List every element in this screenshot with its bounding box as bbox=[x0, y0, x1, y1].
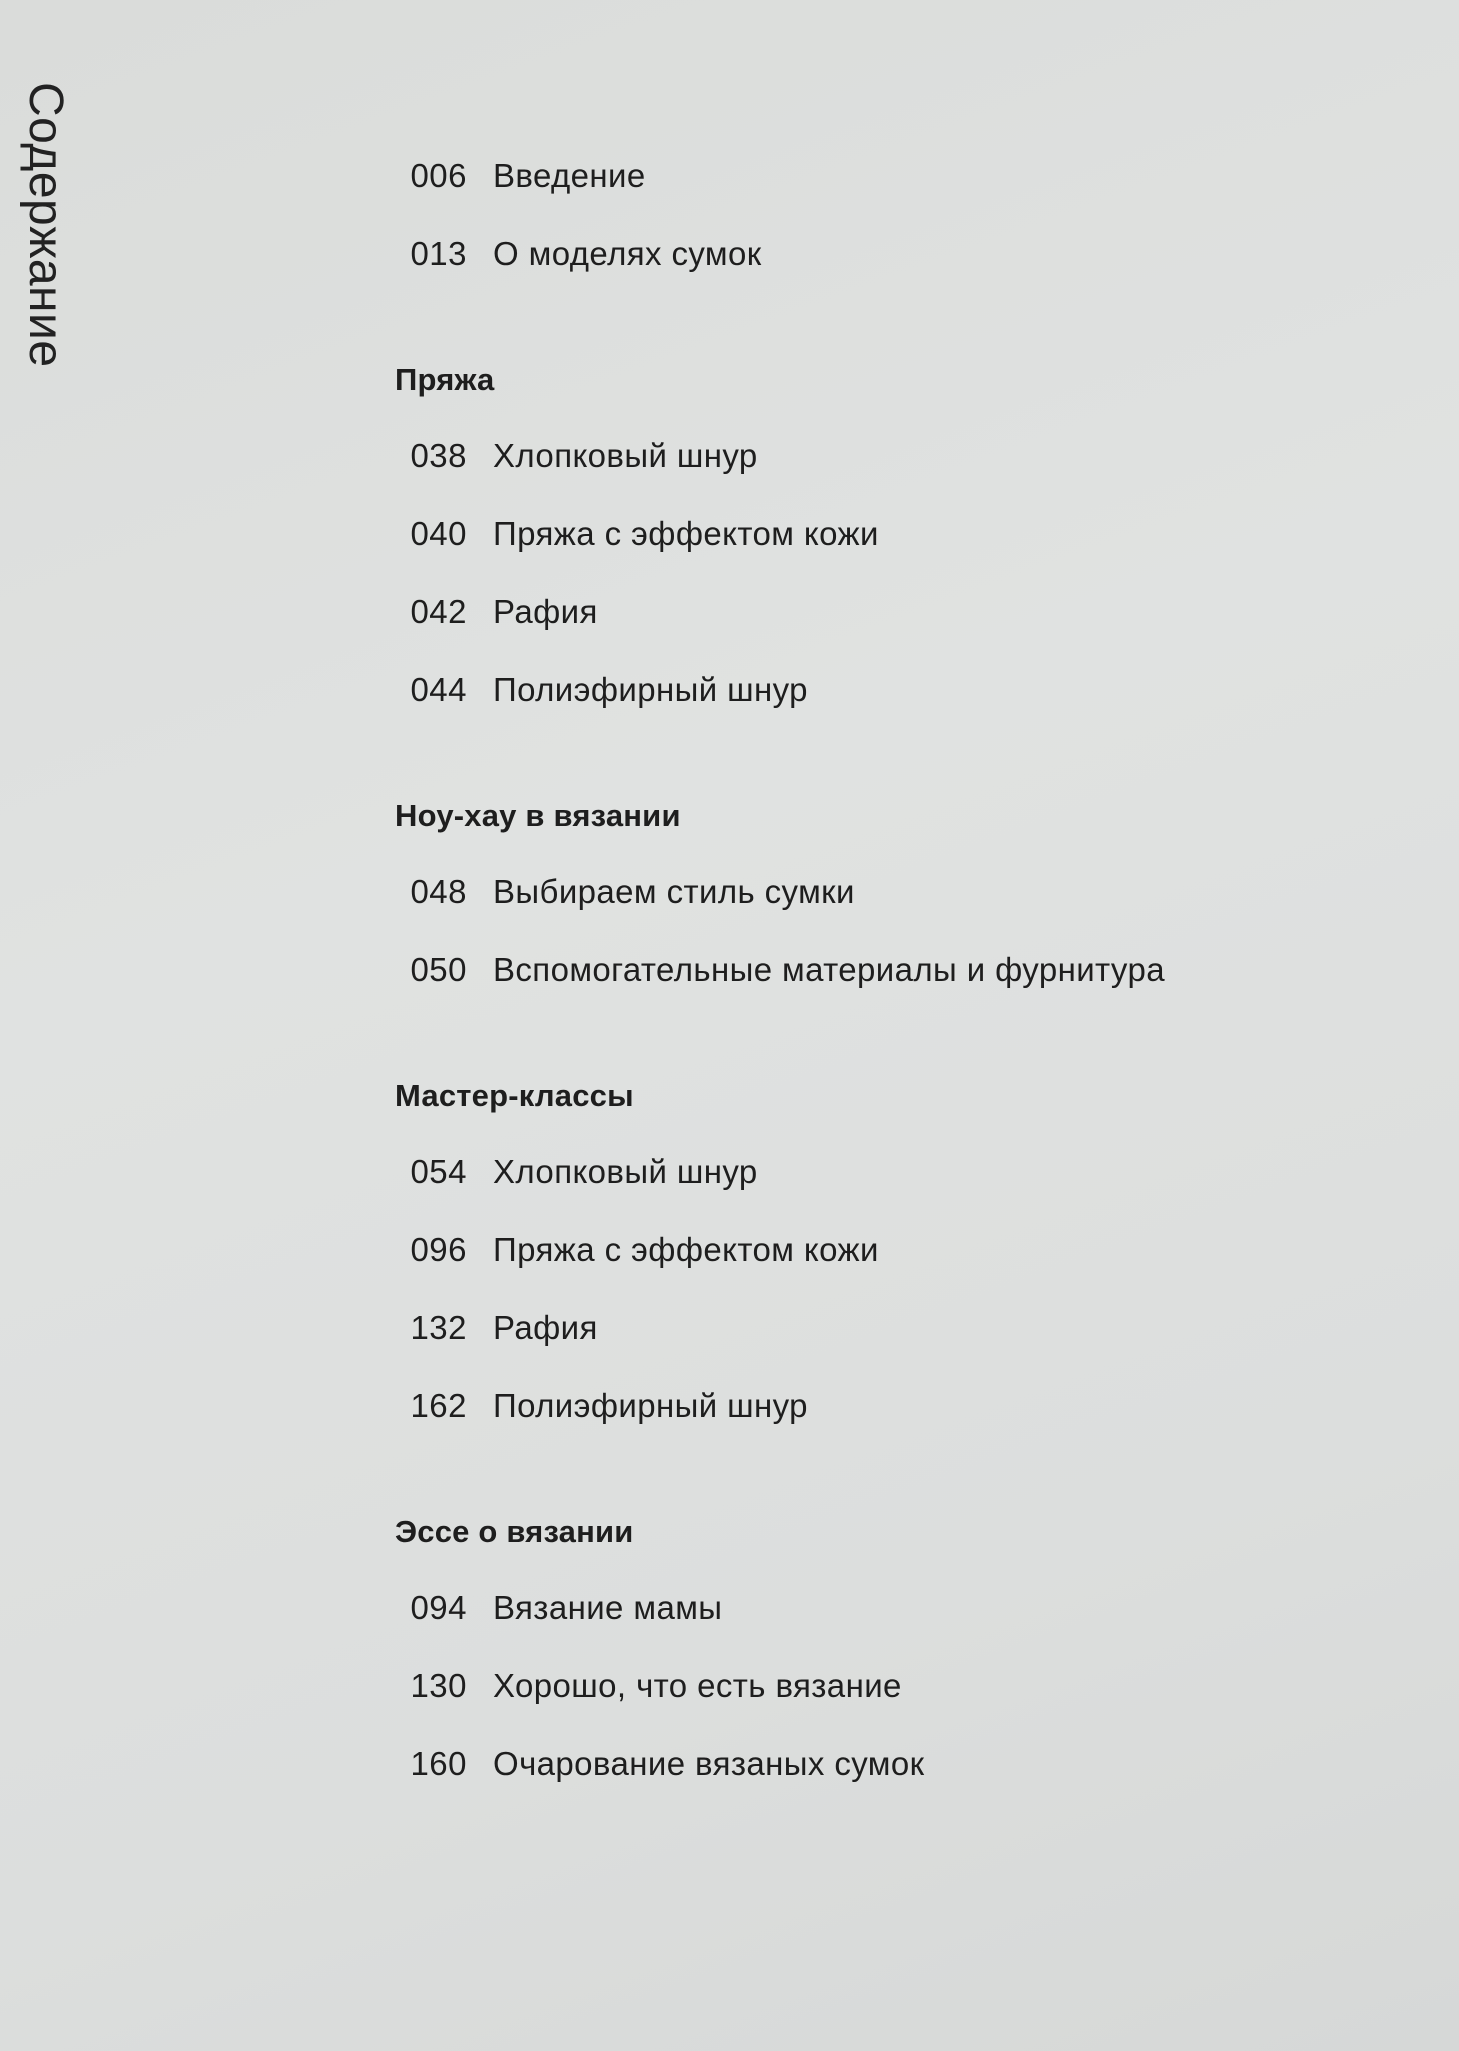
page-number: 042 bbox=[410, 593, 467, 630]
page-number: 054 bbox=[410, 1153, 467, 1190]
toc-entry[interactable] bbox=[395, 504, 1395, 582]
page-number: 044 bbox=[410, 671, 467, 708]
entry-title: Хлопковый шнур bbox=[493, 437, 758, 474]
page-number: 040 bbox=[410, 515, 467, 552]
page-number: 096 bbox=[410, 1231, 467, 1268]
page-number: 048 bbox=[410, 873, 467, 910]
section-yarn-entries bbox=[395, 426, 1395, 738]
page-number: 132 bbox=[410, 1309, 467, 1346]
toc-entry[interactable] bbox=[395, 1298, 1395, 1376]
page-number: 050 bbox=[410, 951, 467, 988]
toc-entry[interactable] bbox=[395, 1578, 1395, 1656]
toc-entry[interactable] bbox=[395, 862, 1395, 940]
entry-title: Введение bbox=[493, 157, 646, 194]
toc-entry[interactable] bbox=[395, 1220, 1395, 1298]
page-number: 038 bbox=[410, 437, 467, 474]
section-essays-entries bbox=[395, 1578, 1395, 1812]
entry-title: Очарование вязаных сумок bbox=[493, 1745, 925, 1782]
entry-title: Пряжа с эффектом кожи bbox=[493, 515, 879, 552]
section-masterclasses-entries bbox=[395, 1142, 1395, 1454]
side-title: Содержание bbox=[19, 82, 72, 368]
entry-title: Хорошо, что есть вязание bbox=[493, 1667, 902, 1704]
toc-entry[interactable] bbox=[395, 146, 1395, 224]
entry-title: Рафия bbox=[493, 593, 598, 630]
section-title: Мастер-классы bbox=[395, 1078, 634, 1113]
entry-title: Выбираем стиль сумки bbox=[493, 873, 855, 910]
page-number: 160 bbox=[410, 1745, 467, 1782]
page-number: 094 bbox=[410, 1589, 467, 1626]
section-heading-essays bbox=[395, 1498, 1395, 1578]
entry-title: Рафия bbox=[493, 1309, 598, 1346]
entry-title: Полиэфирный шнур bbox=[493, 1387, 808, 1424]
toc-entry[interactable] bbox=[395, 940, 1395, 1018]
entry-title: Хлопковый шнур bbox=[493, 1153, 758, 1190]
page-number: 006 bbox=[410, 157, 467, 194]
table-of-contents bbox=[395, 146, 1395, 1812]
section-title: Ноу-хау в вязании bbox=[395, 798, 681, 833]
toc-entry[interactable] bbox=[395, 224, 1395, 302]
page-number: 162 bbox=[410, 1387, 467, 1424]
toc-entry[interactable] bbox=[395, 1142, 1395, 1220]
toc-entry[interactable] bbox=[395, 1376, 1395, 1454]
toc-entry[interactable] bbox=[395, 1656, 1395, 1734]
entry-title: Вязание мамы bbox=[493, 1589, 723, 1626]
entry-title: Вспомогательные материалы и фурнитура bbox=[493, 951, 1165, 988]
section-knowhow-entries bbox=[395, 862, 1395, 1018]
page-number: 130 bbox=[410, 1667, 467, 1704]
toc-entry[interactable] bbox=[395, 1734, 1395, 1812]
intro-group bbox=[395, 146, 1395, 302]
page-number: 013 bbox=[410, 235, 467, 272]
entry-title: Пряжа с эффектом кожи bbox=[493, 1231, 879, 1268]
toc-entry[interactable] bbox=[395, 582, 1395, 660]
section-title: Эссе о вязании bbox=[395, 1514, 634, 1549]
toc-entry[interactable] bbox=[395, 426, 1395, 504]
section-heading-knowhow bbox=[395, 782, 1395, 862]
entry-title: Полиэфирный шнур bbox=[493, 671, 808, 708]
toc-entry[interactable] bbox=[395, 660, 1395, 738]
section-heading-masterclasses bbox=[395, 1062, 1395, 1142]
entry-title: О моделях сумок bbox=[493, 235, 762, 272]
section-title: Пряжа bbox=[395, 362, 495, 397]
section-heading-yarn bbox=[395, 346, 1395, 426]
